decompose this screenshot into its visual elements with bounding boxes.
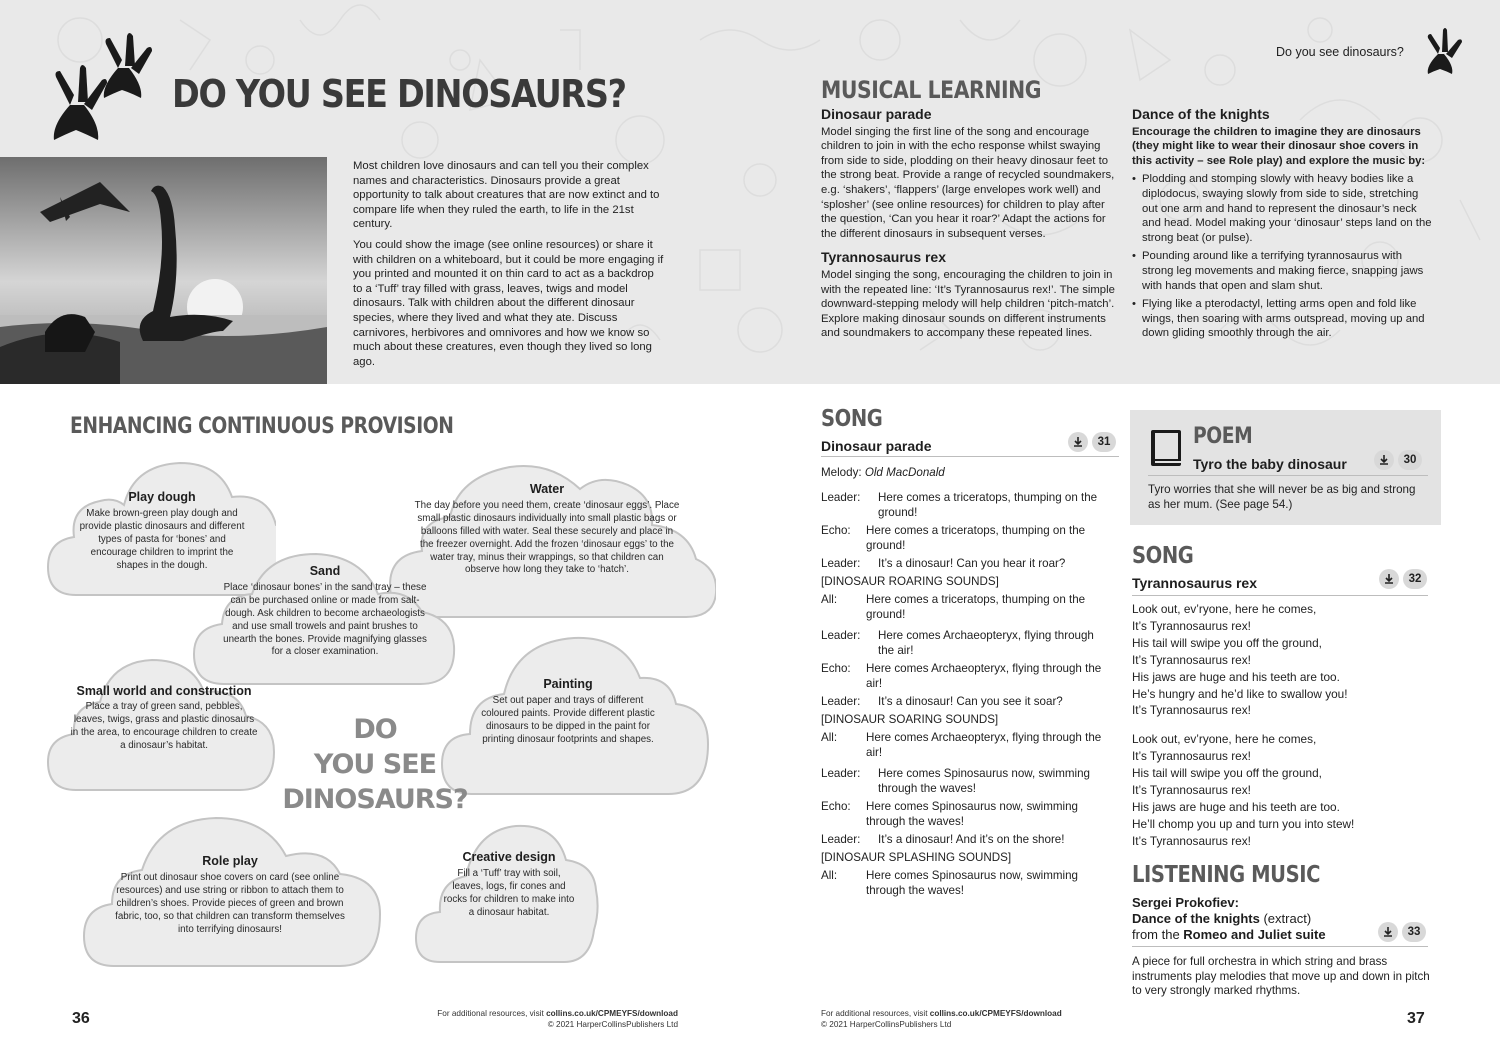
song1-name: Dinosaur parade	[821, 438, 932, 454]
musical-learning-col1	[821, 107, 1121, 347]
lyric-role: Leader:	[821, 491, 861, 504]
cloud-title: Small world and construction	[76, 684, 252, 698]
copyright: © 2021 HarperCollinsPublishers Ltd	[821, 1020, 952, 1029]
cloud-creative	[414, 820, 600, 968]
center-title	[282, 712, 468, 817]
melody-label: Melody:	[821, 466, 865, 479]
parade-text: Model singing the first line of the song and encourage children to join in with the echo response whilst swaying from side to side, plodding on their heavy dinosaur feet to the strong beat. Provide a range of recycled soundmakers, e.g. ‘shakers’, ‘flappers’ (large envelopes work well) and ‘splosher’ (see online resources) for children to play after the question, ‘Can you hear it roar?’ Adapt the actions for the different dinosaurs in subsequent verses.	[821, 125, 1115, 240]
divider	[1148, 475, 1428, 476]
lyric-line: He’s hungry and he’d like to swallow you!	[1132, 686, 1348, 701]
cloud-small-world	[46, 656, 282, 796]
footer-left	[350, 1008, 678, 1030]
lyric-role: Leader:	[821, 833, 861, 846]
lyric-role: All:	[821, 731, 838, 744]
cloud-title: Sand	[309, 564, 341, 578]
footer-right	[821, 1008, 1151, 1030]
trex-heading: Tyrannosaurus rex	[821, 249, 947, 266]
lyric-text: Here comes Archaeopteryx, flying through the air!	[878, 629, 1094, 657]
lyric-role: Echo:	[821, 800, 851, 813]
intro-paragraph-2: You could show the image (see online resources) or share it with children on a whiteboard, but it could be more engaging if you printed and mounted it on thin card to act as a backdrop to a ‘Tuff’ tray filled with grass, leaves, twigs and model dinosaurs. Talk with children about the different dinosaur species, where they lived and what they ate. Discuss carnivores, herbivores and omnivores and how we know so much about these creatures, even though they lived so long ago.	[353, 238, 664, 368]
dinosaur-footprint-small-icon	[1418, 24, 1464, 74]
listening-label: LISTENING MUSIC	[1132, 862, 1321, 888]
track-badge[interactable]	[1379, 569, 1427, 589]
divider	[1132, 946, 1428, 947]
poem-text: Tyro worries that she will never be as big and strong as her mum. (See page 54.)	[1148, 483, 1416, 511]
lyric-text: Here comes Spinosaurus now, swimming through the waves!	[878, 767, 1090, 795]
lyric-line: His tail will swipe you off the ground,	[1132, 635, 1322, 650]
lyric-line	[821, 832, 1113, 847]
lyric-line: It’s Tyrannosaurus rex!	[1132, 833, 1251, 848]
download-icon[interactable]	[1068, 432, 1088, 452]
lyric-role: Echo:	[821, 524, 851, 537]
piece-name: Dance of the knights	[1132, 911, 1260, 926]
lyric-text: Here comes Spinosaurus now, swimming through the waves!	[866, 800, 1078, 828]
track-number: 31	[1092, 432, 1116, 452]
page-number-left: 36	[72, 1010, 90, 1027]
lyric-line: His tail will swipe you off the ground,	[1132, 766, 1322, 781]
verse-1	[1132, 601, 1428, 719]
song1-label: SONG	[821, 406, 883, 432]
download-icon[interactable]	[1374, 450, 1394, 470]
from-label: from the	[1132, 927, 1184, 942]
lyric-line	[821, 592, 1113, 622]
parade-heading: Dinosaur parade	[821, 106, 932, 122]
track-badge[interactable]	[1374, 450, 1422, 470]
lyric-line: It’s Tyrannosaurus rex!	[1132, 703, 1251, 718]
lyric-role: All:	[821, 593, 838, 606]
divider	[1132, 595, 1428, 596]
track-badge[interactable]	[1378, 922, 1426, 942]
lyric-text: It’s a dinosaur! Can you see it soar?	[878, 695, 1063, 708]
list-item: • Pounding around like a terrifying tyrannosaurus with strong leg movements and making fierce, snapping jaws with hands that open and slam shut.	[1132, 249, 1432, 293]
knights-intro: Encourage the children to imagine they are dinosaurs (they might like to wear their dinosaur shoe covers in this activity – see Role play) and explore the music by:	[1132, 125, 1426, 167]
lyric-line: His jaws are huge and his teeth are too.	[1132, 669, 1340, 684]
musical-learning-title: MUSICAL LEARNING	[821, 76, 1042, 104]
lyric-line	[821, 628, 1113, 658]
cloud-text: Fill a ‘Tuff’ tray with soil, leaves, logs, fir cones and rocks for children to make into a dinosaur habitat.	[443, 867, 575, 918]
lyric-line: [DINOSAUR SOARING SOUNDS]	[821, 713, 999, 726]
lyric-text: Here comes a triceratops, thumping on the ground!	[878, 491, 1098, 519]
lyric-line: He’ll chomp you up and turn you into stew!	[1132, 816, 1355, 831]
track-number: 32	[1403, 569, 1427, 589]
track-badge[interactable]	[1068, 432, 1116, 452]
lyric-text: Here comes a triceratops, thumping on the ground!	[866, 524, 1086, 552]
dinosaur-photo	[0, 157, 327, 384]
track-number: 30	[1398, 450, 1422, 470]
download-icon[interactable]	[1378, 922, 1398, 942]
cloud-painting	[440, 634, 710, 802]
footer-prefix: For additional resources, visit	[437, 1009, 547, 1018]
book-icon	[1149, 428, 1183, 468]
song1-lyrics	[821, 465, 1113, 901]
running-head: Do you see dinosaurs?	[1276, 45, 1404, 59]
knights-list	[1132, 172, 1432, 341]
lyric-line: It’s Tyrannosaurus rex!	[1132, 652, 1251, 667]
cloud-text: Print out dinosaur shoe covers on card (see online resources) and use string or ribbon to attach them to children’s shoes. Provide pieces of green and brown fabric, too, so that children can transform themselves into terrifying dinosaurs!	[115, 871, 345, 935]
center-title-line: DO	[353, 714, 397, 745]
page-title: DO YOU SEE DINOSAURS?	[172, 72, 626, 116]
cloud-text: The day before you need them, create ‘dinosaur eggs’. Place small plastic dinosaurs individually into small plastic bags or balloons filled with water. Seal these securely and place in the freezer overnight. Add the frozen ‘dinosaur eggs’ to the water tray, minus their wrappings, so that children can observe how long they take to ‘hatch’.	[414, 499, 680, 576]
track-number: 33	[1402, 922, 1426, 942]
lyric-line: Look out, ev’ryone, here he comes,	[1132, 602, 1317, 616]
lyric-line: It’s Tyrannosaurus rex!	[1132, 783, 1251, 798]
cloud-title: Role play	[202, 854, 258, 868]
lyric-line: [DINOSAUR ROARING SOUNDS]	[821, 575, 999, 588]
lyric-line	[821, 523, 1113, 553]
provision-title: ENHANCING CONTINUOUS PROVISION	[70, 414, 454, 439]
song2-name: Tyrannosaurus rex	[1132, 575, 1258, 591]
lyric-role: Leader:	[821, 629, 861, 642]
lyric-line	[821, 799, 1113, 829]
musical-learning-col2	[1132, 107, 1432, 345]
melody-name: Old MacDonald	[864, 466, 945, 479]
cloud-title: Play dough	[128, 490, 196, 504]
knights-heading: Dance of the knights	[1132, 106, 1270, 122]
cloud-text: Place ‘dinosaur bones’ in the sand tray – these can be purchased online or made from salt-dough. Ask children to become archaeologists and use small trowels and paint brushes to unearth the bones. Provide magnifying glasses for a closer examination.	[223, 581, 427, 658]
lyric-line	[821, 868, 1113, 898]
cloud-text: Set out paper and trays of different coloured paints. Provide different plastic dinosaurs to be dipped in the paint for printing dinosaur footprints and shapes.	[481, 694, 655, 745]
footer-link[interactable]: collins.co.uk/CPMEYFS/download	[546, 1009, 678, 1018]
lyric-line	[821, 556, 1113, 571]
lyric-role: Echo:	[821, 662, 851, 675]
lyric-text: Here comes a triceratops, thumping on the ground!	[866, 593, 1086, 621]
suite-name: Romeo and Juliet suite	[1183, 927, 1326, 942]
verse-2	[1132, 731, 1428, 849]
center-title-line: YOU SEE	[313, 749, 437, 780]
download-icon[interactable]	[1379, 569, 1399, 589]
lyric-line	[821, 766, 1113, 796]
list-item: • Flying like a pterodactyl, letting arms open and fold like wings, then soaring with arms outspread, moving up and down gliding smoothly through the air.	[1132, 297, 1432, 341]
poem-label: POEM	[1193, 424, 1253, 449]
dinosaur-footprint-icon	[40, 20, 170, 140]
center-title-line: DINOSAURS?	[282, 784, 468, 815]
page-number-right: 37	[1407, 1010, 1425, 1027]
cloud-title: Painting	[543, 677, 593, 691]
lyric-line: It’s Tyrannosaurus rex!	[1132, 618, 1251, 633]
song2-lyrics	[1132, 601, 1428, 850]
cloud-text: Place a tray of green sand, pebbles, leaves, twigs, grass and plastic dinosaurs in the area, to encourage children to create a dinosaur’s habitat.	[70, 701, 258, 751]
trex-text: Model singing the song, encouraging the children to join in with the repeated line: ‘It’s Tyrannosaurus rex!’. The simple downward-stepping melody will help children ‘pitch-match’. Explore making dinosaur sounds on different instruments and soundmakers to accompany these repeated lines.	[821, 268, 1115, 340]
lyric-line	[821, 490, 1113, 520]
intro-paragraph-1: Most children love dinosaurs and can tell you their complex names and characteristics. Dinosaurs provide a great opportunity to talk about creatures that are now extinct and to compare life when they ruled the earth, to life in the 21st century.	[353, 160, 660, 231]
copyright: © 2021 HarperCollinsPublishers Ltd	[547, 1020, 678, 1029]
cloud-text: Make brown-green play dough and provide plastic dinosaurs and different types of pasta for ‘bones’ and encourage children to imprint the shapes in the dough.	[79, 507, 245, 571]
cloud-title: Water	[529, 482, 565, 496]
lyric-role: All:	[821, 869, 838, 882]
song1-lines	[821, 490, 1113, 898]
song2-label: SONG	[1132, 543, 1194, 569]
lyric-line	[821, 694, 1113, 709]
lyric-text: Here comes Archaeopteryx, flying through the air!	[866, 662, 1102, 690]
lyric-text: Here comes Archaeopteryx, flying through the air!	[866, 731, 1102, 759]
lyric-text: It’s a dinosaur! Can you hear it roar?	[878, 557, 1066, 570]
lyric-line: Look out, ev’ryone, here he comes,	[1132, 732, 1317, 747]
extract-label: (extract)	[1259, 911, 1312, 926]
list-item: • Plodding and stomping slowly with heavy bodies like a diplodocus, swaying slowly from side to side, stretching out one arm and hand to represent the dinosaur’s neck and head. Model making your ‘dinosaur’ steps land on the strong beat (or pulse).	[1132, 172, 1432, 245]
composer: Sergei Prokofiev:	[1132, 895, 1239, 910]
footer-prefix: For additional resources, visit	[821, 1009, 930, 1018]
lyric-role: Leader:	[821, 695, 861, 708]
footer-link[interactable]: collins.co.uk/CPMEYFS/download	[929, 1009, 1062, 1018]
cloud-role-play	[80, 812, 385, 972]
listening-text: A piece for full orchestra in which string and brass instruments play melodies that move up and down in pitch to very strongly marked rhythms.	[1132, 955, 1430, 998]
lyric-role: Leader:	[821, 557, 861, 570]
lyric-line: It’s Tyrannosaurus rex!	[1132, 749, 1251, 764]
lyric-line: His jaws are huge and his teeth are too.	[1132, 799, 1340, 814]
cloud-title: Creative design	[462, 850, 556, 864]
divider	[821, 456, 1119, 457]
lyric-role: Leader:	[821, 767, 861, 780]
lyric-line	[821, 730, 1113, 760]
lyric-line: [DINOSAUR SPLASHING SOUNDS]	[821, 851, 1012, 864]
lyric-line	[821, 661, 1113, 691]
lyric-text: Here comes Spinosaurus now, swimming through the waves!	[866, 869, 1078, 897]
lyric-text: It’s a dinosaur! And it’s on the shore!	[878, 833, 1065, 846]
poem-name: Tyro the baby dinosaur	[1193, 456, 1347, 472]
listening-piece	[1132, 895, 1382, 943]
intro-text	[353, 159, 665, 375]
